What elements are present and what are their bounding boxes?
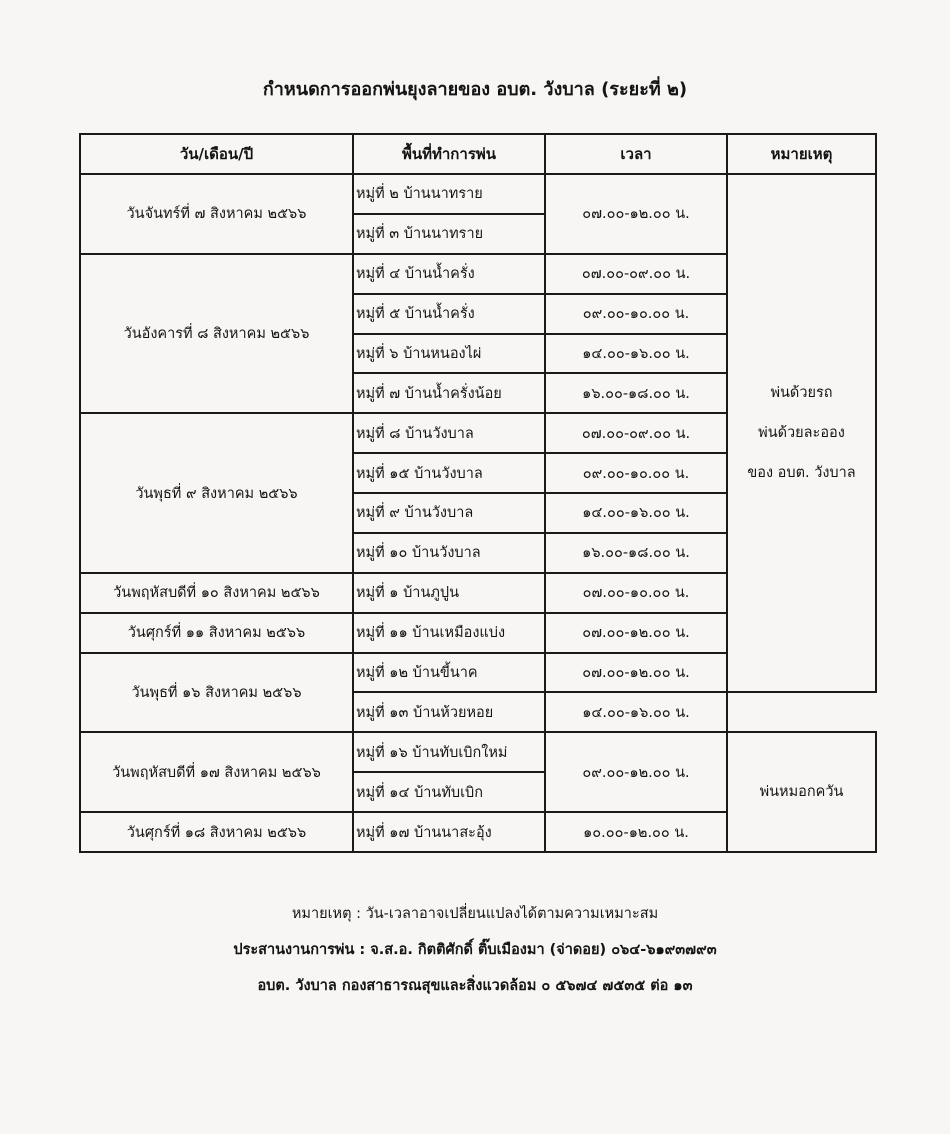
table-row <box>80 732 876 772</box>
time-cell: ๐๙.๐๐-๑๐.๐๐ น. <box>545 453 727 493</box>
document-title: กำหนดการออกพ่นยุงลายของ อบต. วังบาล (ระยะที่ ๒) <box>262 79 688 100</box>
area-cell: หมู่ที่ ๑๖ บ้านทับเบิกใหม่ <box>353 732 545 772</box>
time-cell: ๐๗.๐๐-๑๒.๐๐ น. <box>545 174 727 254</box>
area-cell: หมู่ที่ ๔ บ้านน้ำครั่ง <box>353 254 545 294</box>
spraying-schedule-table <box>79 133 877 853</box>
header-row <box>80 134 876 174</box>
footer-note: หมายเหตุ : วัน-เวลาอาจเปลี่ยนแปลงได้ตามความเหมาะสม <box>291 906 659 922</box>
day-cell: วันพฤหัสบดีที่ ๑๗ สิงหาคม ๒๕๖๖ <box>80 732 353 812</box>
time-cell: ๐๗.๐๐-๑๒.๐๐ น. <box>545 653 727 693</box>
time-cell: ๑๔.๐๐-๑๖.๐๐ น. <box>545 493 727 533</box>
note-cell-vehicle <box>727 174 876 692</box>
time-cell: ๑๖.๐๐-๑๘.๐๐ น. <box>545 533 727 573</box>
time-cell: ๐๗.๐๐-๑๐.๐๐ น. <box>545 573 727 613</box>
area-cell: หมู่ที่ ๘ บ้านวังบาล <box>353 413 545 453</box>
footer-coordinator: ประสานงานการพ่น : จ.ส.อ. กิตติศักดิ์ ติ๊บเมืองมา (จ่าดอย) ๐๖๔-๖๑๙๓๗๙๓ <box>233 942 717 958</box>
note-line: พ่นด้วยละออง <box>758 425 845 442</box>
time-cell: ๐๙.๐๐-๑๒.๐๐ น. <box>545 732 727 812</box>
day-cell: วันอังคารที่ ๘ สิงหาคม ๒๕๖๖ <box>80 254 353 414</box>
time-cell: ๐๙.๐๐-๑๐.๐๐ น. <box>545 294 727 334</box>
area-cell: หมู่ที่ ๑๗ บ้านนาสะอุ้ง <box>353 812 545 852</box>
area-cell: หมู่ที่ ๑๐ บ้านวังบาล <box>353 533 545 573</box>
area-cell: หมู่ที่ ๑๔ บ้านทับเบิก <box>353 772 545 812</box>
note-cell-fog: พ่นหมอกควัน <box>727 732 876 852</box>
note-line: พ่นด้วยรถ <box>770 385 833 402</box>
day-cell: วันพฤหัสบดีที่ ๑๐ สิงหาคม ๒๕๖๖ <box>80 573 353 613</box>
header-note: หมายเหตุ <box>727 134 876 174</box>
area-cell: หมู่ที่ ๑๒ บ้านขี้นาค <box>353 653 545 693</box>
area-cell: หมู่ที่ ๒ บ้านนาทราย <box>353 174 545 214</box>
day-cell: วันศุกร์ที่ ๑๑ สิงหาคม ๒๕๖๖ <box>80 613 353 653</box>
footer-office: อบต. วังบาล กองสาธารณสุขและสิ่งแวดล้อม ๐ ๕๖๗๔ ๗๕๓๕ ต่อ ๑๓ <box>257 978 693 994</box>
area-cell: หมู่ที่ ๕ บ้านน้ำครั่ง <box>353 294 545 334</box>
time-cell: ๑๔.๐๐-๑๖.๐๐ น. <box>545 692 727 732</box>
day-cell: วันพุธที่ ๙ สิงหาคม ๒๕๖๖ <box>80 413 353 573</box>
time-cell: ๐๗.๐๐-๐๙.๐๐ น. <box>545 413 727 453</box>
area-cell: หมู่ที่ ๑๕ บ้านวังบาล <box>353 453 545 493</box>
time-cell: ๐๗.๐๐-๑๒.๐๐ น. <box>545 613 727 653</box>
day-cell: วันศุกร์ที่ ๑๘ สิงหาคม ๒๕๖๖ <box>80 812 353 852</box>
header-time: เวลา <box>545 134 727 174</box>
area-cell: หมู่ที่ ๑ บ้านภูปูน <box>353 573 545 613</box>
time-cell: ๐๗.๐๐-๐๙.๐๐ น. <box>545 254 727 294</box>
table-row <box>80 174 876 214</box>
area-cell: หมู่ที่ ๑๓ บ้านห้วยหอย <box>353 692 545 732</box>
area-cell: หมู่ที่ ๖ บ้านหนองไผ่ <box>353 334 545 374</box>
header-date: วัน/เดือน/ปี <box>80 134 353 174</box>
header-area: พื้นที่ทำการพ่น <box>353 134 545 174</box>
area-cell: หมู่ที่ ๓ บ้านนาทราย <box>353 214 545 254</box>
area-cell: หมู่ที่ ๑๑ บ้านเหมืองแบ่ง <box>353 613 545 653</box>
area-cell: หมู่ที่ ๗ บ้านน้ำครั่งน้อย <box>353 373 545 413</box>
day-cell: วันจันทร์ที่ ๗ สิงหาคม ๒๕๖๖ <box>80 174 353 254</box>
time-cell: ๑๖.๐๐-๑๘.๐๐ น. <box>545 373 727 413</box>
day-cell: วันพุธที่ ๑๖ สิงหาคม ๒๕๖๖ <box>80 653 353 733</box>
time-cell: ๑๐.๐๐-๑๒.๐๐ น. <box>545 812 727 852</box>
note-line: ของ อบต. วังบาล <box>747 465 856 482</box>
time-cell: ๑๔.๐๐-๑๖.๐๐ น. <box>545 334 727 374</box>
area-cell: หมู่ที่ ๙ บ้านวังบาล <box>353 493 545 533</box>
